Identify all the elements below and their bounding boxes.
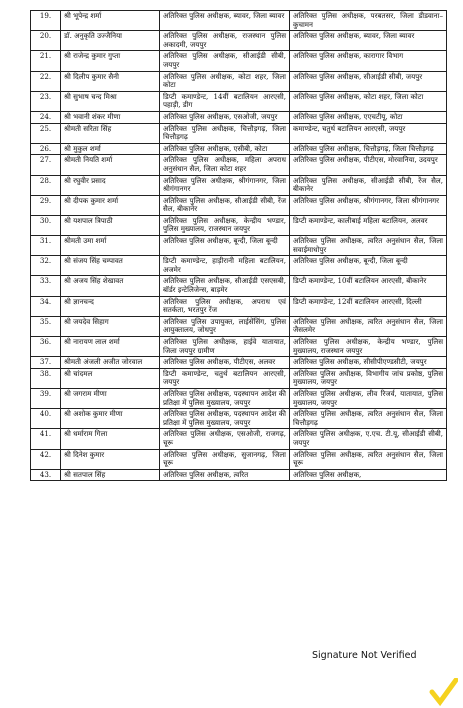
table-row xyxy=(31,11,447,31)
serial-number: 36. xyxy=(31,337,61,357)
current-posting: अतिरिक्त पुलिस उपायुक्त, लाईसेंसिंग, पुलिस आयुक्तालय, जोधपुर xyxy=(160,316,290,336)
current-posting: अतिरिक्त पुलिस अधीक्षक, ब्यावर, जिला ब्यावर xyxy=(160,11,290,31)
current-posting: अतिरिक्त पुलिस अधीक्षक, राजस्थान पुलिस अकादमी, जयपुर xyxy=(160,31,290,51)
officer-name: श्री जगराम मीणा xyxy=(61,388,160,408)
serial-number: 21. xyxy=(31,51,61,71)
current-posting: अतिरिक्त पुलिस अधीक्षक, पदस्थापन आदेश की प्रतिक्षा में पुलिस मुख्यालय, जयपुर xyxy=(160,388,290,408)
serial-number: 38. xyxy=(31,368,61,388)
serial-number: 24. xyxy=(31,111,61,123)
signature-status: Signature Not Verified xyxy=(312,650,417,661)
current-posting: अतिरिक्त पुलिस अधीक्षक, एसओजी, जयपुर xyxy=(160,111,290,123)
serial-number: 29. xyxy=(31,195,61,215)
officer-name: श्री रघुवीर प्रसाद xyxy=(61,175,160,195)
new-posting: डिप्टी कमाण्डेन्ट, 10वीं बटालियन आरएसी, बीकानेर xyxy=(290,276,447,296)
serial-number: 32. xyxy=(31,256,61,276)
current-posting: अतिरिक्त पुलिस अधीक्षक, सीआईडी सीबी, रेंज सैल, बीकानेर xyxy=(160,195,290,215)
serial-number: 30. xyxy=(31,215,61,235)
officer-name: श्री यशपाल त्रिपाठी xyxy=(61,215,160,235)
current-posting: अतिरिक्त पुलिस अधीक्षक, त्वरित xyxy=(160,469,290,481)
table-row xyxy=(31,388,447,408)
signature-check-icon xyxy=(428,678,458,708)
new-posting: अतिरिक्त पुलिस अधीक्षक, त्वरित अनुसंधान सैल, जिला सवाईमाधोपुर xyxy=(290,236,447,256)
serial-number: 42. xyxy=(31,449,61,469)
current-posting: अतिरिक्त पुलिस अधीक्षक, पीटीएस, अलवर xyxy=(160,357,290,369)
serial-number: 27. xyxy=(31,155,61,175)
current-posting: अतिरिक्त पुलिस अधीक्षक, सीआईडी सीबी, जयपुर xyxy=(160,51,290,71)
table-row xyxy=(31,155,447,175)
new-posting: अतिरिक्त पुलिस अधीक्षक, त्वरित अनुसंधान सैल, जिला जैसलमेर xyxy=(290,316,447,336)
officer-name: श्री संजय सिंह चम्पावत xyxy=(61,256,160,276)
officer-name: श्री सुभाष चन्द मिश्रा xyxy=(61,91,160,111)
serial-number: 43. xyxy=(31,469,61,481)
new-posting: अतिरिक्त पुलिस अधीक्षक, कारागार विभाग xyxy=(290,51,447,71)
signature-check-mark xyxy=(432,680,456,702)
current-posting: डिप्टी कमाण्डेन्ट, 14वीं बटालियन आरएसी, पहाड़ी, डीग xyxy=(160,91,290,111)
table-row xyxy=(31,368,447,388)
officer-name: श्री ज्ञानचन्द xyxy=(61,296,160,316)
table-row xyxy=(31,215,447,235)
new-posting: अतिरिक्त पुलिस अधीक्षक, परबतसर, जिला डीडवाना–कुचामन xyxy=(290,11,447,31)
table-row xyxy=(31,469,447,481)
new-posting: अतिरिक्त पुलिस अधीक्षक, बून्दी, जिला बून्दी xyxy=(290,256,447,276)
new-posting: अतिरिक्त पुलिस अधीक्षक, त्वरित अनुसंधान सैल, जिला चूरू xyxy=(290,449,447,469)
table-body xyxy=(31,11,447,481)
transfer-table xyxy=(30,10,447,481)
table-row xyxy=(31,429,447,449)
officer-name: श्री भवानी शंकर मीणा xyxy=(61,111,160,123)
current-posting: अतिरिक्त पुलिस अधीक्षक, केन्द्रीय भण्डार, पुलिस मुख्यालय, राजस्थान जयपुर xyxy=(160,215,290,235)
table-row xyxy=(31,357,447,369)
table-row xyxy=(31,195,447,215)
officer-name: श्री अशोक कुमार मीणा xyxy=(61,409,160,429)
officer-name: श्रीमती नियति शर्मा xyxy=(61,155,160,175)
serial-number: 41. xyxy=(31,429,61,449)
table-row xyxy=(31,236,447,256)
new-posting: अतिरिक्त पुलिस अधीक्षक, सीआईडी सीबी, रेंज सैल, बीकानेर xyxy=(290,175,447,195)
current-posting: डिप्टी कमाण्डेन्ट, हाड़ीरानी महिला बटालियन, अजमेर xyxy=(160,256,290,276)
new-posting: अतिरिक्त पुलिस अधीक्षक, ब्यावर, जिला ब्यावर xyxy=(290,31,447,51)
serial-number: 33. xyxy=(31,276,61,296)
officer-name: श्री दिलीप कुमार सैनी xyxy=(61,71,160,91)
current-posting: अतिरिक्त पुलिस अधीक्षक, अपराध एवं सतर्कता, भरतपुर रेंज xyxy=(160,296,290,316)
serial-number: 31. xyxy=(31,236,61,256)
current-posting: अतिरिक्त पुलिस अधीक्षक, कोटा शहर, जिला कोटा xyxy=(160,71,290,91)
new-posting: डिप्टी कमाण्डेन्ट, 12वीं बटालियन आरएसी, दिल्ली xyxy=(290,296,447,316)
table-row xyxy=(31,276,447,296)
current-posting: अतिरिक्त पुलिस अधीक्षक, पदस्थापन आदेश की प्रतिक्षा में पुलिस मुख्यालय, जयपुर xyxy=(160,409,290,429)
new-posting: अतिरिक्त पुलिस अधीक्षक, एएचटीयू, कोटा xyxy=(290,111,447,123)
table-row xyxy=(31,449,447,469)
new-posting: अतिरिक्त पुलिस अधीक्षक, सीसीपीएण्डसीटी, जयपुर xyxy=(290,357,447,369)
serial-number: 28. xyxy=(31,175,61,195)
new-posting: अतिरिक्त पुलिस अधीक्षक, त्वरित अनुसंधान सैल, जिला चित्तौड़गढ़ xyxy=(290,409,447,429)
officer-name: श्री धर्माराम गिला xyxy=(61,429,160,449)
new-posting: अतिरिक्त पुलिस अधीक्षक, कोटा शहर, जिला कोटा xyxy=(290,91,447,111)
new-posting: अतिरिक्त पुलिस अधीक्षक, विभागीय जांच प्रकोष्ठ, पुलिस मुख्यालय, जयपुर xyxy=(290,368,447,388)
serial-number: 40. xyxy=(31,409,61,429)
table-row xyxy=(31,51,447,71)
new-posting: अतिरिक्त पुलिस अधीक्षक, श्रीगंगानगर, जिला श्रीगंगानगर xyxy=(290,195,447,215)
serial-number: 19. xyxy=(31,11,61,31)
serial-number: 22. xyxy=(31,71,61,91)
table-row xyxy=(31,71,447,91)
officer-name: श्री चांदमल xyxy=(61,368,160,388)
serial-number: 25. xyxy=(31,123,61,143)
officer-name: श्री जयदेव सिहाग xyxy=(61,316,160,336)
table-row xyxy=(31,111,447,123)
current-posting: अतिरिक्त पुलिस अधीक्षक, हाईवे यातायात, जिला जयपुर ग्रामीण xyxy=(160,337,290,357)
officer-name: श्री अजय सिंह शेखावत xyxy=(61,276,160,296)
transfer-list xyxy=(30,10,446,481)
officer-name: श्री नारायण लाल शर्मा xyxy=(61,337,160,357)
table-row xyxy=(31,296,447,316)
serial-number: 37. xyxy=(31,357,61,369)
table-row xyxy=(31,316,447,336)
new-posting: अतिरिक्त पुलिस अधीक्षक, पीटीएस, मोरवानिया, उदयपुर xyxy=(290,155,447,175)
table-row xyxy=(31,256,447,276)
table-row xyxy=(31,409,447,429)
officer-name: डॉ. अनुकृति उज्जैनिया xyxy=(61,31,160,51)
current-posting: अतिरिक्त पुलिस अधीक्षक, बून्दी, जिला बून्दी xyxy=(160,236,290,256)
new-posting: डिप्टी कमाण्डेन्ट, कालीबाई महिला बटालियन, अलवर xyxy=(290,215,447,235)
current-posting: अतिरिक्त पुलिस अधीक्षक, श्रीगंगानगर, जिला श्रीगंगानगर xyxy=(160,175,290,195)
serial-number: 39. xyxy=(31,388,61,408)
officer-name: श्री राजेन्द्र कुमार गुप्ता xyxy=(61,51,160,71)
new-posting: कमाण्डेन्ट, चतुर्थ बटालियन आरएसी, जयपुर xyxy=(290,123,447,143)
new-posting: अतिरिक्त पुलिस अधीक्षक, xyxy=(290,469,447,481)
current-posting: अतिरिक्त पुलिस अधीक्षक, एसीबी, कोटा xyxy=(160,143,290,155)
serial-number: 23. xyxy=(31,91,61,111)
officer-name: श्रीमती उमा शर्मा xyxy=(61,236,160,256)
officer-name: श्री दिनेश कुमार xyxy=(61,449,160,469)
officer-name: श्री दीपक कुमार शर्मा xyxy=(61,195,160,215)
current-posting: अतिरिक्त पुलिस अधीक्षक, एसओजी, राजगढ़, चूरू xyxy=(160,429,290,449)
new-posting: अतिरिक्त पुलिस अधीक्षक, केन्द्रीय भण्डार, पुलिस मुख्यालय, राजस्थान जयपुर xyxy=(290,337,447,357)
officer-name: श्री सतपाल सिंह xyxy=(61,469,160,481)
current-posting: अतिरिक्त पुलिस अधीक्षक, सीआईडी एसएसबी, बॉर्डर इन्टेलिजेन्स, बाड़मेर xyxy=(160,276,290,296)
serial-number: 34. xyxy=(31,296,61,316)
current-posting: अतिरिक्त पुलिस अधीक्षक, सुजानगढ़, जिला चूरू xyxy=(160,449,290,469)
table-row xyxy=(31,123,447,143)
table-row xyxy=(31,91,447,111)
current-posting: डिप्टी कमाण्डेन्ट, चतुर्थ बटालियन आरएसी, जयपुर xyxy=(160,368,290,388)
new-posting: अतिरिक्त पुलिस अधीक्षक, लीव रिजर्व, यातायात, पुलिस मुख्यालय, जयपुर xyxy=(290,388,447,408)
serial-number: 26. xyxy=(31,143,61,155)
new-posting: अतिरिक्त पुलिस अधीक्षक, सीआईडी सीबी, जयपुर xyxy=(290,71,447,91)
table-row xyxy=(31,175,447,195)
table-row xyxy=(31,337,447,357)
officer-name: श्रीमती सरिता सिंह xyxy=(61,123,160,143)
officer-name: श्री मुकुल शर्मा xyxy=(61,143,160,155)
officer-name: श्री भूपेन्द्र शर्मा xyxy=(61,11,160,31)
table-row xyxy=(31,31,447,51)
current-posting: अतिरिक्त पुलिस अधीक्षक, महिला अपराध अनुसंधान सैल, जिला कोटा शहर xyxy=(160,155,290,175)
current-posting: अतिरिक्त पुलिस अधीक्षक, चित्तौड़गढ़, जिला चित्तौड़गढ़ xyxy=(160,123,290,143)
new-posting: अतिरिक्त पुलिस अधीक्षक, ए.एच. टी.यू, सीआईडी सीबी, जयपुर xyxy=(290,429,447,449)
table-row xyxy=(31,143,447,155)
serial-number: 35. xyxy=(31,316,61,336)
serial-number: 20. xyxy=(31,31,61,51)
officer-name: श्रीमती अंजली अजीत जोरवाल xyxy=(61,357,160,369)
new-posting: अतिरिक्त पुलिस अधीक्षक, चित्तौड़गढ़, जिला चित्तौड़गढ़ xyxy=(290,143,447,155)
